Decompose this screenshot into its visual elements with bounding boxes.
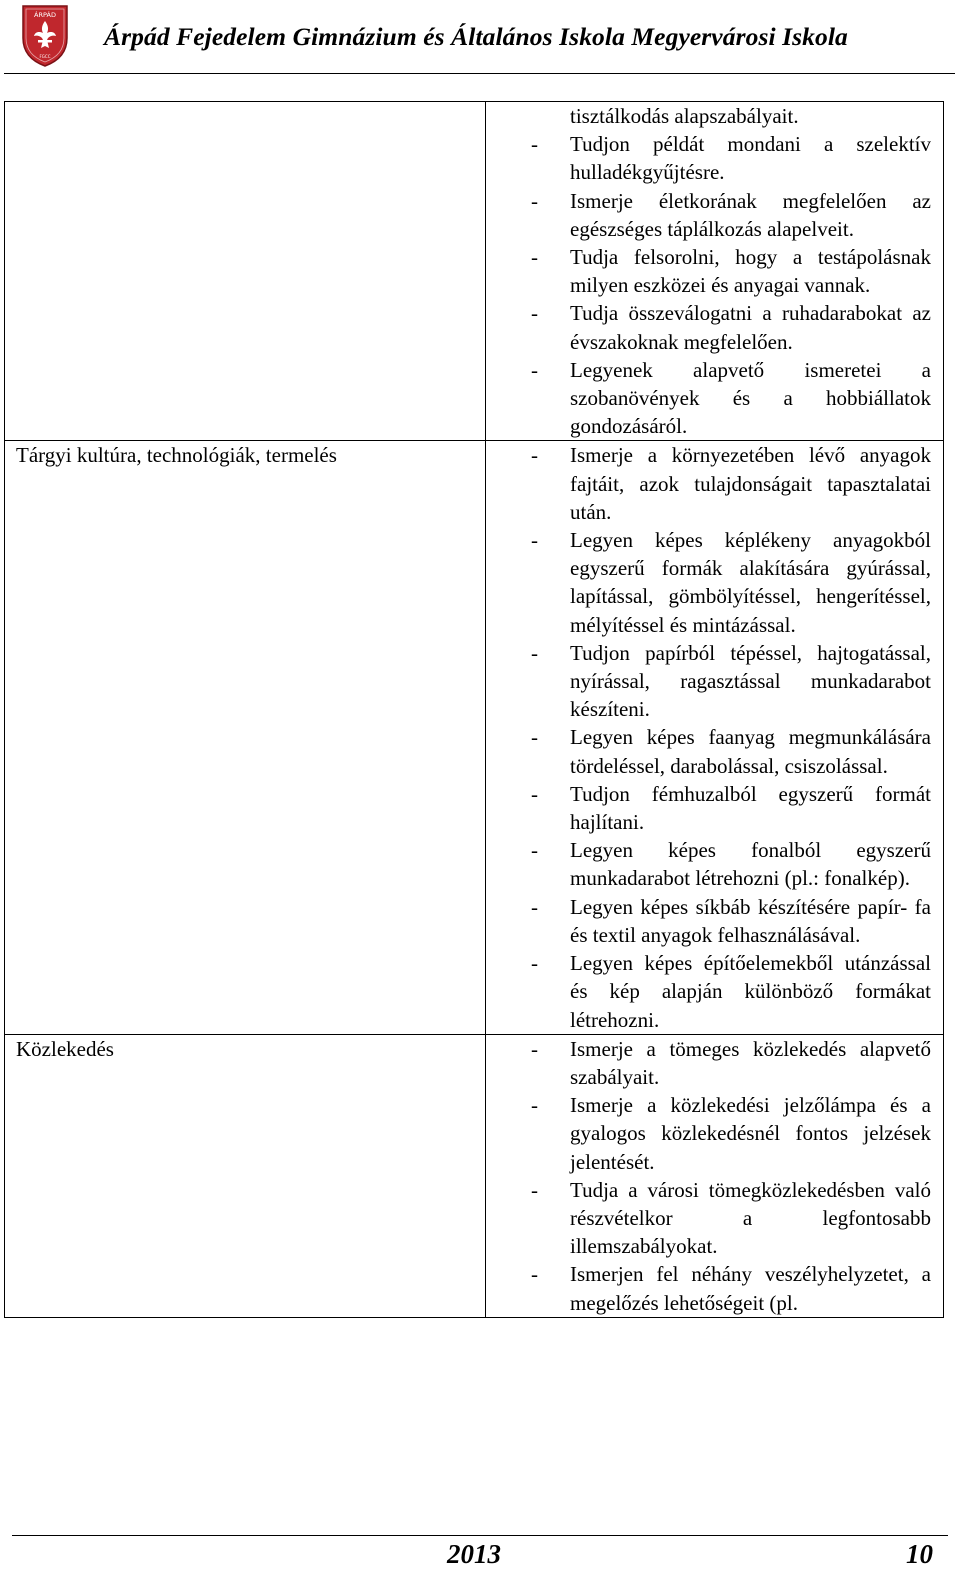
footer-year: 2013: [447, 1539, 501, 1569]
list-item: [486, 723, 931, 779]
list-item-text: Tudjon példát mondani a szelektív hulladékgyűjtésre.: [570, 132, 931, 185]
list-item-text: Tudjon fémhuzalból egyszerű formát hajlítani.: [570, 781, 931, 835]
bullet-dash: -: [531, 951, 538, 976]
bullet-dash: -: [531, 640, 538, 665]
bullet-dash: -: [531, 443, 538, 468]
list-item: [486, 526, 931, 639]
list-item: [486, 187, 931, 243]
bullet-dash: -: [531, 357, 538, 382]
table-row: [5, 102, 944, 441]
list-item: [486, 1176, 931, 1261]
list-item-text: Legyenek alapvető ismeretei a szobanövények és a hobbiállatok gondozásáról.: [570, 357, 931, 439]
list-item-text: Ismerjen fel néhány veszélyhelyzetet, a megelőzés lehetőségeit (pl.: [570, 1262, 931, 1315]
bullet-dash: -: [531, 132, 538, 157]
curriculum-table: [4, 101, 944, 1318]
list-item-text: Tudja felsorolni, hogy a testápolásnak milyen eszközei és anyagai vannak.: [570, 245, 931, 298]
topic-label: Közlekedés: [16, 1036, 114, 1061]
list-item-text: Legyen képes képlékeny anyagokból egyszerű formák alakítására gyúrással, lapítással, gömbölyítéssel, hengerítéssel, mélyítéssel és mintázással.: [570, 528, 931, 637]
list-item-text: Ismerje a környezetében lévő anyagok fajtáit, azok tulajdonságait tapasztalatai után.: [570, 443, 931, 524]
footer-rule: [12, 1535, 948, 1536]
topic-cell: [5, 102, 486, 441]
topic-cell: [5, 1034, 486, 1317]
list-item: [486, 130, 931, 186]
logo-bottom-text: FGCC: [39, 54, 51, 59]
header-title: Árpád Fejedelem Gimnázium és Általános Iskola Megyervárosi Iskola: [104, 22, 848, 51]
list-item: [486, 949, 931, 1034]
footer-page-number: 10: [906, 1539, 933, 1569]
list-item: [486, 1091, 931, 1176]
continued-text: tisztálkodás alapszabályait.: [570, 104, 799, 128]
list-item-text: Ismerje a közlekedési jelzőlámpa és a gyalogos közlekedésnél fontos jelzések jelentését.: [570, 1093, 931, 1174]
list-item: [486, 893, 931, 949]
school-crest-logo: [21, 4, 69, 68]
bullet-dash: -: [531, 301, 538, 326]
logo-text: ÁRPÁD: [34, 11, 56, 19]
bullet-dash: -: [531, 781, 538, 806]
topic-label: Tárgyi kultúra, technológiák, termelés: [16, 443, 337, 468]
bullet-dash: -: [531, 838, 538, 863]
bullet-dash: -: [531, 725, 538, 750]
bullet-dash: -: [531, 1177, 538, 1202]
list-item: [486, 639, 931, 724]
table-row: [5, 1034, 944, 1317]
list-item-text: Legyen képes síkbáb készítésére papír- fa és textil anyagok felhasználásával.: [570, 894, 931, 947]
topic-cell: [5, 441, 486, 1034]
table-row: [5, 441, 944, 1034]
requirements-cell: [486, 1034, 944, 1317]
requirements-cell: [486, 441, 944, 1034]
bullet-dash: -: [531, 528, 538, 553]
bullet-dash: -: [531, 1093, 538, 1118]
list-item-text: Legyen képes építőelemekből utánzással és kép alapján különböző formákat létrehozni.: [570, 951, 931, 1032]
list-item-text: Ismerje a tömeges közlekedés alapvető szabályait.: [570, 1036, 931, 1089]
bullet-dash: -: [531, 245, 538, 270]
list-item: [486, 441, 931, 526]
page-header: [0, 0, 960, 76]
list-item-text: Ismerje életkorának megfelelően az egészséges táplálkozás alapelveit.: [570, 188, 931, 241]
list-item: [486, 356, 931, 441]
bullet-dash: -: [531, 188, 538, 213]
list-item-text: Tudja összeválogatni a ruhadarabokat az évszakoknak megfelelően.: [570, 301, 931, 354]
list-item: [486, 243, 931, 299]
bullet-dash: -: [531, 894, 538, 919]
header-rule: [4, 73, 955, 74]
list-item-text: Tudjon papírból tépéssel, hajtogatással, nyírással, ragasztással munkadarabot készíteni.: [570, 640, 931, 722]
list-item: [486, 299, 931, 355]
requirements-cell: [486, 102, 944, 441]
bullet-dash: -: [531, 1262, 538, 1287]
list-item: [486, 780, 931, 836]
list-item: [486, 1260, 931, 1316]
bullet-dash: -: [531, 1036, 538, 1061]
list-item: [486, 836, 931, 892]
list-item-text: Tudja a városi tömegközlekedésben való részvételkor a legfontosabb illemszabályokat.: [570, 1177, 931, 1259]
list-item-text: Legyen képes faanyag megmunkálására tördeléssel, darabolással, csiszolással.: [570, 725, 931, 778]
list-item-text: Legyen képes fonalból egyszerű munkadarabot létrehozni (pl.: fonalkép).: [570, 838, 931, 891]
list-item: [486, 1035, 931, 1091]
